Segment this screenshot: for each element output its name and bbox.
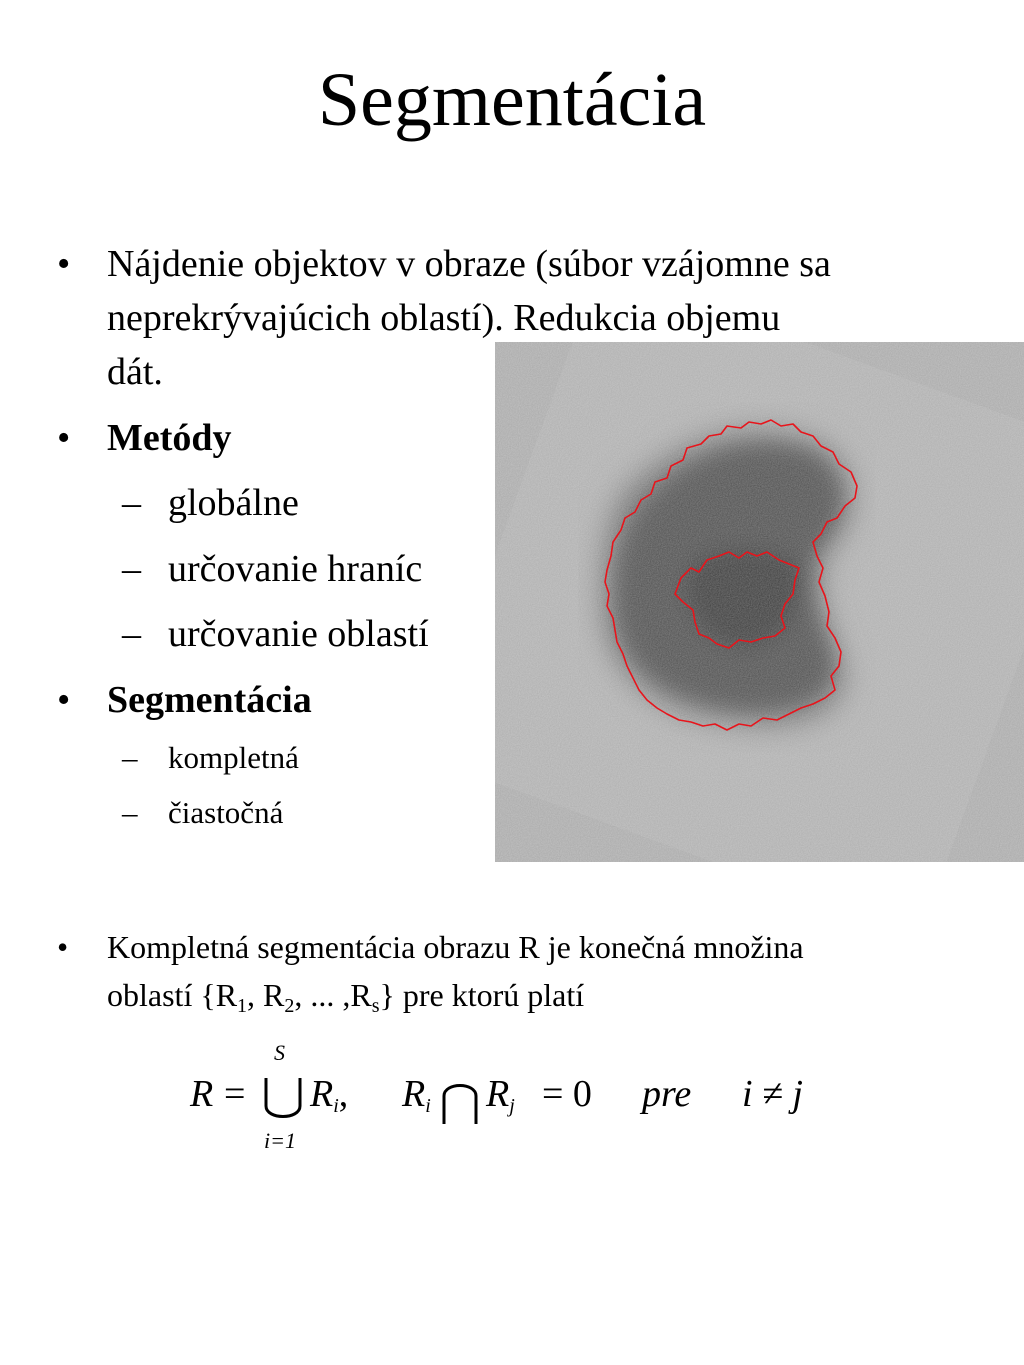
formula-union-lower: i=1 — [264, 1128, 296, 1153]
dash-mark: – — [122, 740, 138, 775]
formula-ri-2: $R_i$ — [402, 1073, 431, 1117]
formula-r: R — [190, 1073, 214, 1115]
definition-line1: Kompletná segmentácia obrazu R je konečná množina — [107, 929, 804, 965]
bullet-intro-line1: Nájdenie objektov v obraze (súbor vzájomne sa — [107, 243, 831, 285]
formula-union-upper: S — [274, 1040, 285, 1065]
formula-ri: $R_i$, — [310, 1073, 349, 1117]
bullet-mark: • — [57, 679, 71, 721]
formula-condition: i ≠ j — [742, 1073, 803, 1115]
subitem-label: určovanie hraníc — [168, 548, 423, 590]
dash-mark: – — [122, 548, 141, 590]
subitem-edges — [122, 543, 422, 595]
subitem-partial — [122, 793, 283, 833]
union-icon — [260, 1076, 306, 1126]
segmentation-example-image — [495, 342, 1024, 862]
formula-rj: $R_j$ — [486, 1073, 515, 1117]
definition-line2: oblastí {$R_1$, $R_2$, ... $,R_s$} pre ktorú platí — [107, 977, 585, 1017]
slide-title: Segmentácia — [317, 58, 707, 142]
subitem-label: určovanie oblastí — [168, 613, 429, 655]
formula-equals-zero: = 0 — [542, 1073, 592, 1115]
dash-mark: – — [122, 613, 141, 655]
bullet-segmentation-label: Segmentácia — [107, 679, 312, 721]
subitem-label: kompletná — [168, 740, 299, 775]
formula-pre: pre — [642, 1073, 692, 1115]
bullet-mark: • — [57, 929, 69, 965]
bullet-mark: • — [57, 243, 71, 285]
subitem-label: čiastočná — [168, 795, 284, 830]
bullet-methods-label: Metódy — [107, 417, 232, 459]
formula-equals: = — [224, 1073, 246, 1115]
bullet-intro-line2: neprekrývajúcich oblastí). Redukcia objemu — [107, 297, 781, 339]
subitem-regions — [122, 608, 429, 660]
dash-mark: – — [122, 795, 138, 830]
bullet-intro-line3: dát. — [107, 351, 163, 393]
subitem-label: globálne — [168, 482, 299, 524]
intersection-icon — [438, 1076, 482, 1126]
subitem-complete — [122, 738, 299, 778]
segmentation-formula — [180, 1030, 840, 1160]
subitem-global — [122, 477, 299, 529]
dash-mark: – — [122, 482, 141, 524]
bullet-mark: • — [57, 417, 71, 459]
